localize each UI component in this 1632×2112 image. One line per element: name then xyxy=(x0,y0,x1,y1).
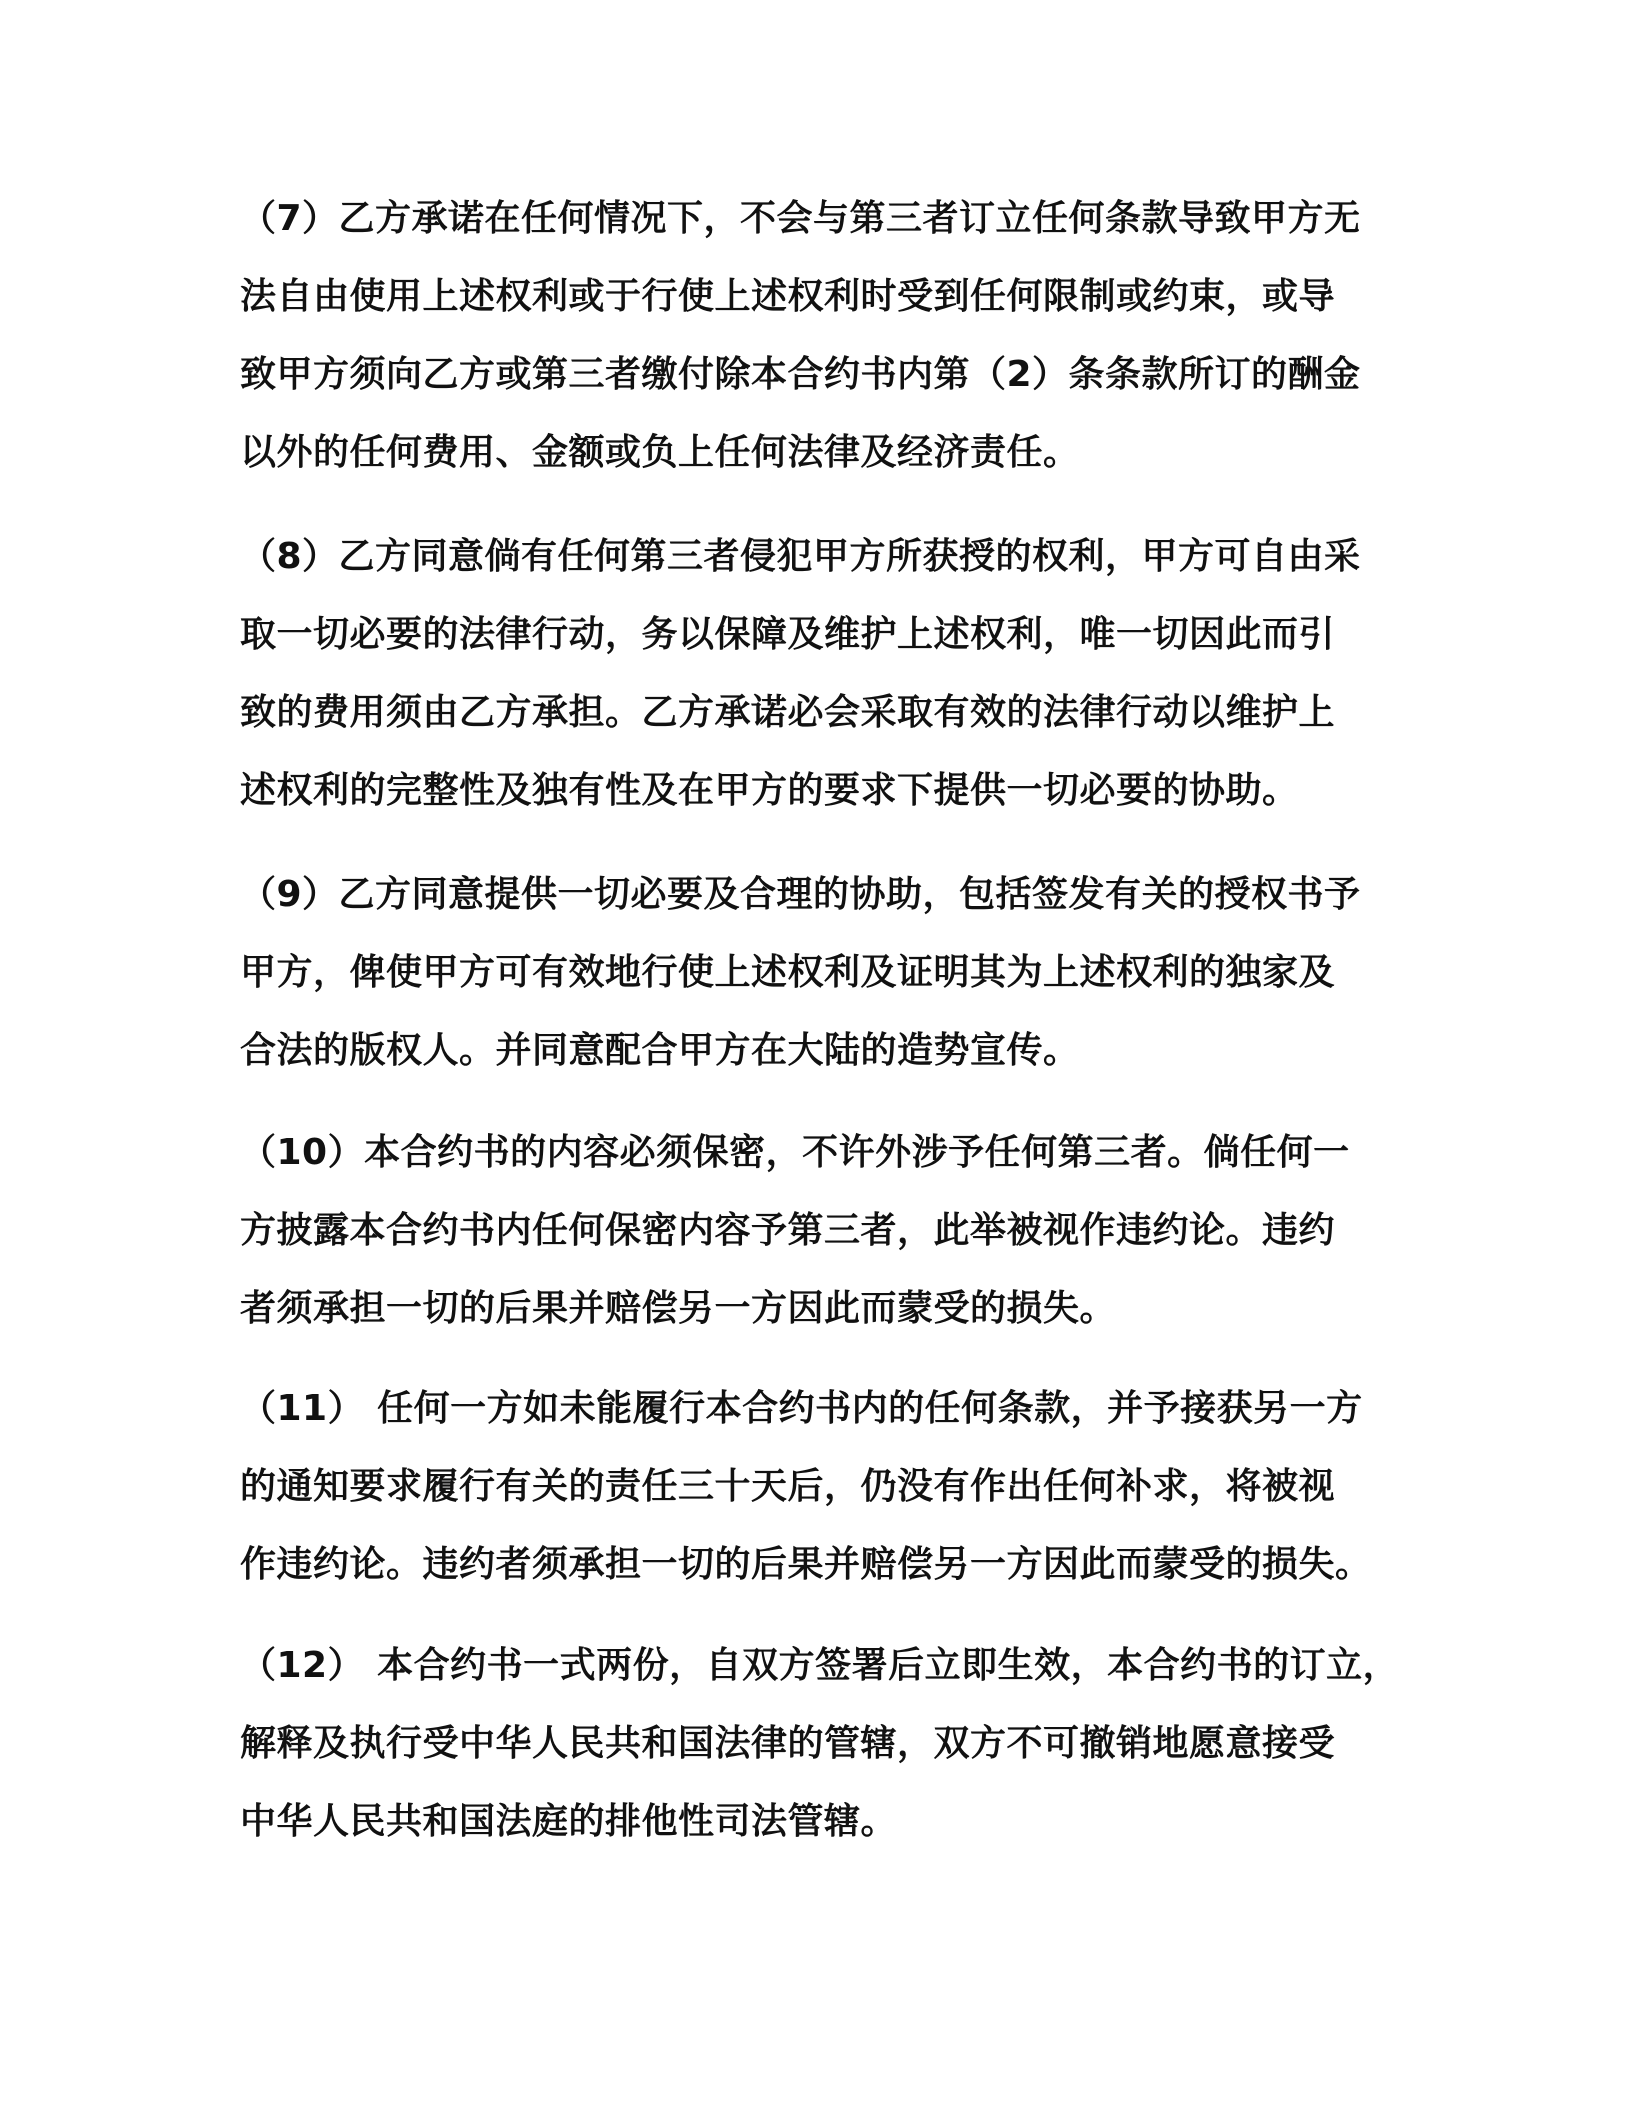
clause-9: （9）乙方同意提供一切必要及合理的协助，包括签发有关的授权书予 甲方，俾使甲方可有效地行使上述权利及证明其为上述权利的独家及 合法的版权人。并同意配合甲方在大陆的造势宣传。 xyxy=(240,874,1361,1071)
clause-11: （11） 任何一方如未能履行本合约书内的任何条款，并予接获另一方 的通知要求履行有关的责任三十天后，仍没有作出任何补求，将被视 作违约论。违约者须承担一切的后果并赔偿另一方因此而蒙受的损失。 xyxy=(240,1388,1372,1585)
clause-10: （10）本合约书的内容必须保密，不许外涉予任何第三者。倘任何一 方披露本合约书内任何保密内容予第三者，此举被视作违约论。违约 者须承担一切的后果并赔偿另一方因此而蒙受的损失。 xyxy=(240,1132,1350,1329)
clause-7: （7）乙方承诺在任何情况下，不会与第三者订立任何条款导致甲方无 法自由使用上述权利或于行使上述权利时受到任何限制或约束，或导 致甲方须向乙方或第三者缴付除本合约书内第（2）条条款所订的酬金 以外的任何费用、金额或负上任何法律及经济责任。 xyxy=(240,198,1361,473)
clause-12: （12） 本合约书一式两份，自双方签署后立即生效，本合约书的订立， 解释及执行受中华人民共和国法律的管辖，双方不可撤销地愿意接受 中华人民共和国法庭的排他性司法管辖。 xyxy=(240,1645,1400,1842)
clause-8: （8）乙方同意倘有任何第三者侵犯甲方所获授的权利，甲方可自由采 取一切必要的法律行动，务以保障及维护上述权利，唯一切因此而引 致的费用须由乙方承担。乙方承诺必会采取有效的法律行动以维护上 述权利的完整性及独有性及在甲方的要求下提供一切必要的协助。 xyxy=(240,536,1361,811)
